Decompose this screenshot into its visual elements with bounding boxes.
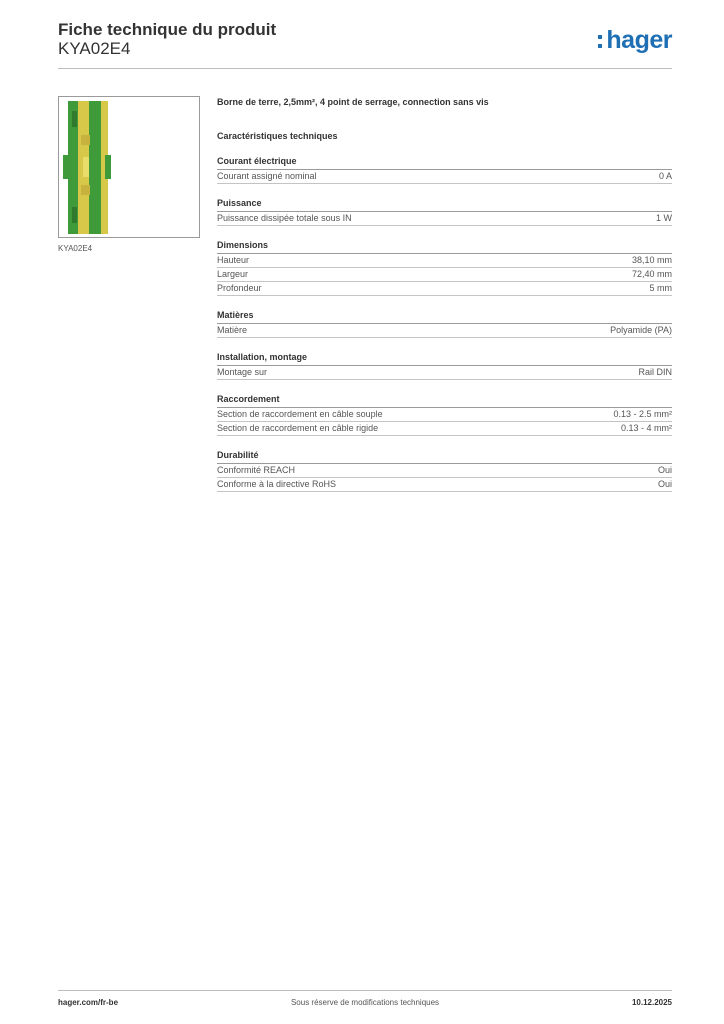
spec-value: 5 mm [649,283,672,293]
header-divider [58,68,672,69]
image-caption: KYA02E4 [58,244,93,253]
section-courant [217,156,672,184]
spec-label: Largeur [217,269,249,279]
spec-label: Montage sur [217,367,268,377]
document-title: Fiche technique du produit [58,20,277,39]
product-description: Borne de terre, 2,5mm², 4 point de serrage, connection sans vis [217,97,489,107]
section-durabilite [217,450,672,492]
section-title: Matières [217,310,672,324]
logo-dots-icon [598,35,602,49]
spec-value: 38,10 mm [631,255,672,265]
spec-value: 72,40 mm [631,269,672,279]
spec-value: Oui [657,465,672,475]
footer-divider [58,990,672,991]
spec-label: Section de raccordement en câble rigide [217,423,379,433]
spec-row [217,254,672,268]
section-title: Installation, montage [217,352,672,366]
spec-row [217,282,672,296]
page-footer [58,998,672,1012]
footer-date: 10.12.2025 [631,998,672,1007]
section-title: Courant électrique [217,156,672,170]
spec-label: Puissance dissipée totale sous IN [217,213,352,223]
section-matieres [217,310,672,338]
specifications [217,96,672,492]
spec-row [217,212,672,226]
hager-logo [606,25,672,55]
product-image [58,96,200,238]
spec-value: Polyamide (PA) [610,325,672,335]
spec-label: Section de raccordement en câble souple [217,409,383,419]
spec-value: 0.13 - 2.5 mm² [613,409,672,419]
footer-notice: Sous réserve de modifications techniques [290,998,440,1007]
spec-row [217,324,672,338]
spec-row [217,464,672,478]
spec-row [217,366,672,380]
spec-value: Oui [657,479,672,489]
spec-row [217,170,672,184]
section-title: Raccordement [217,394,672,408]
spec-label: Courant assigné nominal [217,171,317,181]
section-puissance [217,198,672,226]
spec-value: 1 W [655,213,672,223]
spec-value: Rail DIN [638,367,672,377]
spec-row [217,408,672,422]
spec-value: 0.13 - 4 mm² [620,423,672,433]
spec-row [217,268,672,282]
logo-text: hager [606,26,672,54]
product-reference: KYA02E4 [58,39,131,58]
spec-label: Conformité REACH [217,465,296,475]
section-title: Puissance [217,198,672,212]
footer-website[interactable]: hager.com/fr-be [58,998,119,1007]
section-dimensions [217,240,672,296]
spec-row [217,478,672,492]
section-installation [217,352,672,380]
spec-row [217,422,672,436]
spec-label: Hauteur [217,255,250,265]
terminal-block-icon [59,97,199,237]
section-title: Dimensions [217,240,672,254]
spec-label: Conforme à la directive RoHS [217,479,337,489]
spec-label: Profondeur [217,283,262,293]
specs-heading: Caractéristiques techniques [217,131,338,141]
page-header [58,20,672,70]
spec-label: Matière [217,325,248,335]
section-title: Durabilité [217,450,672,464]
section-raccordement [217,394,672,436]
spec-value: 0 A [658,171,672,181]
